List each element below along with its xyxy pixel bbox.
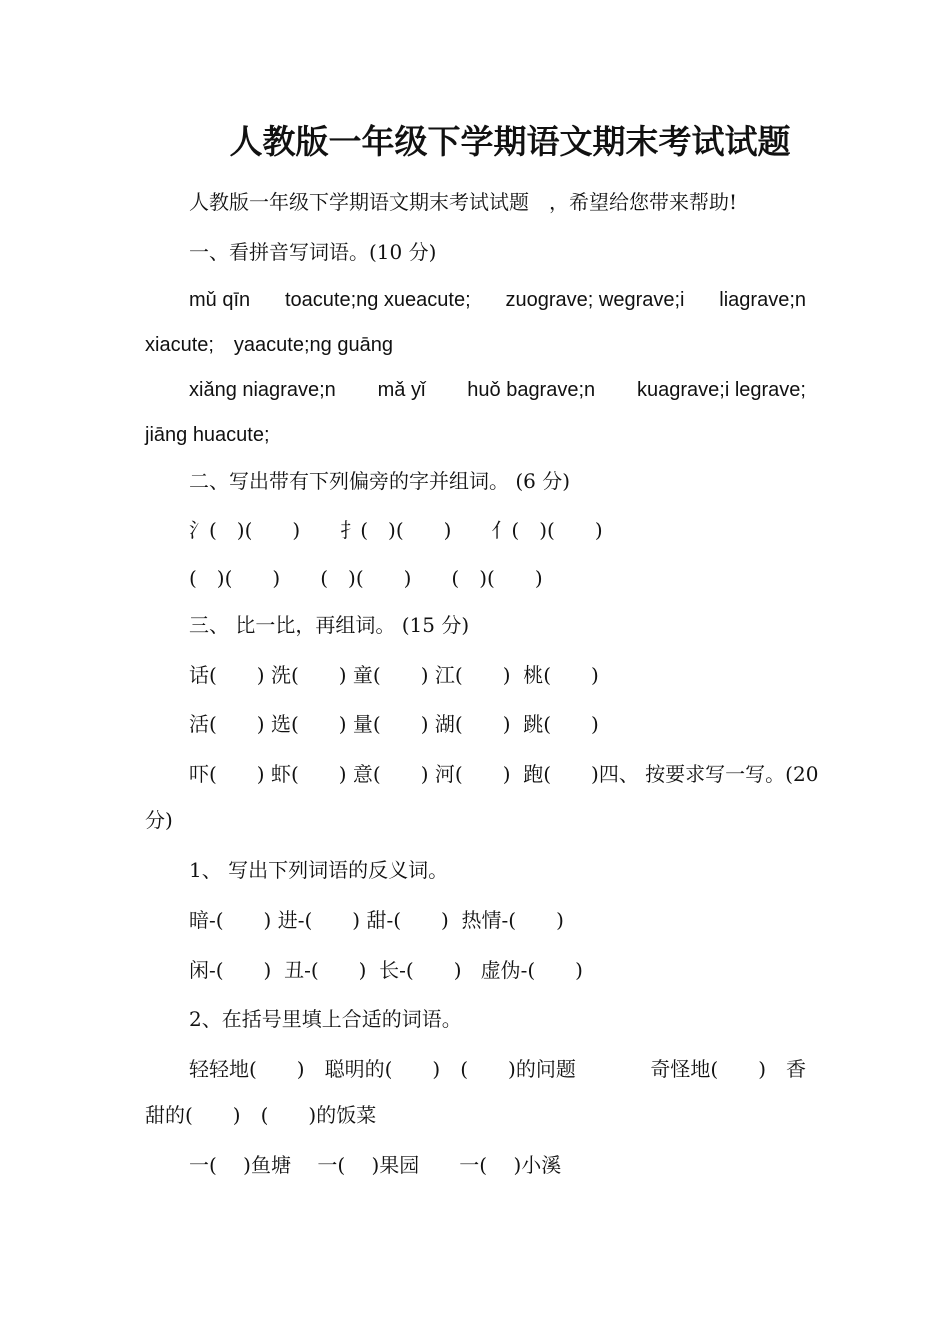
compare-row-2: 活( ) 选( ) 量( ) 湖( ) 跳( ) [189,712,599,736]
pinyin-item: kuagrave;i legrave; [637,379,806,401]
pinyin-item: xiǎng niagrave;n [189,379,336,401]
antonym-question: 1、 写出下列词语的反义词。 [189,858,449,882]
fill-words-row-1 [189,1055,806,1083]
compare-row-1: 话( ) 洗( ) 童( ) 江( ) 桃( ) [189,663,599,687]
pinyin-item: zuograve; wegrave;i [505,289,685,311]
pinyin-item: mǔ qīn [189,289,251,311]
section-3-heading: 三、 比一比，再组词。 (15 分) [189,613,470,637]
section-2-heading: 二、写出带有下列偏旁的字并组词。 (6 分) [189,469,571,493]
section-1-heading: 一、看拼音写词语。(10 分) [189,240,437,264]
fill-words-part: 轻轻地( ) 聪明的( ) ( )的问题 [189,1057,576,1081]
fill-words-row-1-continued: 甜的( ) ( )的饭菜 [145,1103,377,1127]
antonym-row-2: 闲-( ) 丑-( ) 长-( ) 虚伪-( ) [189,958,583,982]
pinyin-row-2-continued: jiāng huacute; [145,424,270,446]
pinyin-item: huǒ bagrave;n [467,379,596,401]
pinyin-row-1 [189,286,806,314]
compare-row-3-continued: 分) [145,808,173,832]
radical-row-2: ( )( ) ( )( ) ( )( ) [189,566,543,590]
pinyin-item: mǎ yǐ [377,379,426,401]
pinyin-row-1-continued: xiacute; yaacute;ng guāng [145,334,393,356]
document-title: 人教版一年级下学期语文期末考试试题 [229,122,791,161]
compare-row-3: 吓( ) 虾( ) 意( ) 河( ) 跑( )四、 按要求写一写。(20 [189,762,819,786]
fill-words-question: 2、在括号里填上合适的词语。 [189,1007,462,1031]
pinyin-item: toacute;ng xueacute; [284,289,471,311]
pinyin-item: liagrave;n [719,289,806,311]
radical-row-1: 氵( )( ) 扌( )( ) 亻( )( ) [189,518,603,542]
intro-text: 人教版一年级下学期语文期末考试试题 ，希望给您带来帮助! [189,190,738,214]
pinyin-row-2 [189,376,806,404]
fill-words-row-2: 一( )鱼塘 一( )果园 一( )小溪 [189,1153,562,1177]
antonym-row-1: 暗-( ) 进-( ) 甜-( ) 热情-( ) [189,908,564,932]
fill-words-part: 奇怪地( ) 香 [650,1057,806,1081]
